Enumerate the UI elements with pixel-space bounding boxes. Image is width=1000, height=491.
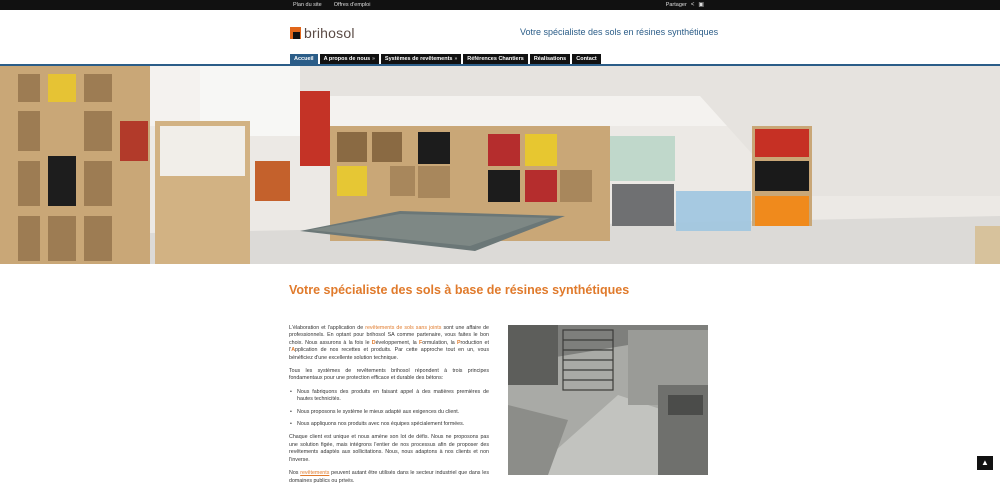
top-utility-bar <box>0 0 1000 10</box>
text: peuvent autant être utilisés dans le secteur industriel que dans les domaines publics ou privés. <box>289 470 489 484</box>
chevron-right-icon: » <box>372 56 375 62</box>
kitchen-floor-photo <box>508 325 708 475</box>
text: éveloppement, la <box>375 339 419 346</box>
nav-label: A propos de nous <box>323 56 371 62</box>
share-label[interactable]: Partager <box>665 2 687 8</box>
principles-list <box>289 389 489 429</box>
logo-text: brihosol <box>304 25 355 41</box>
sectors-paragraph <box>289 470 489 485</box>
list-item: • Nous fabriquons des produits en faisant appel à des matières premières de hautes technicités. <box>289 389 489 404</box>
nav-label: Accueil <box>294 56 314 62</box>
tagline: Votre spécialiste des sols en résines synthétiques <box>520 27 719 37</box>
nav-item-systemes[interactable] <box>381 54 461 64</box>
nav-item-realisations[interactable] <box>530 54 570 64</box>
revetements-link[interactable]: revêtements <box>300 470 330 477</box>
jobs-link[interactable]: Offres d'emploi <box>333 2 371 8</box>
nav-label: Contact <box>576 56 597 62</box>
client-paragraph: Chaque client est unique et nous amène son lot de défis. Nous ne proposons pas une solution figée, mais intégrons l'entier de nos processus afin de proposer des revêtements adaptés aux sollicitations. Nous, nous adaptons à nos clients et non l'inverse. <box>289 434 489 463</box>
acronym-letter: D <box>371 339 376 346</box>
text: roduction et l' <box>289 339 489 354</box>
logo[interactable] <box>290 25 355 41</box>
nav-label: Réalisations <box>533 56 567 62</box>
list-item: • Nous appliquons nos produits avec nos équipes spécialement formées. <box>289 421 489 428</box>
nav-item-a-propos[interactable] <box>320 54 379 64</box>
hero-image <box>0 66 1000 264</box>
text: Nos <box>289 470 301 477</box>
intro-article <box>289 325 489 491</box>
chevron-right-icon: » <box>454 56 458 62</box>
arrow-up-icon: ▲ <box>981 458 989 467</box>
page-title: Votre spécialiste des sols à base de résines synthétiques <box>289 283 630 297</box>
text: L'élaboration et l'application de <box>289 325 366 331</box>
acronym-letter: F <box>418 339 423 346</box>
sitemap-link[interactable]: Plan du site <box>293 2 322 8</box>
top-links <box>293 0 370 10</box>
logo-mark-icon <box>290 27 301 39</box>
principles-paragraph: Tous les systèmes de revêtements brihosol répondent à trois principes fondamentaux pour une protection efficace et durable des bétons: <box>289 368 489 382</box>
nav-label: Références Chantiers <box>467 56 524 62</box>
intro-paragraph <box>289 325 489 362</box>
print-icon[interactable]: ▣ <box>698 2 704 8</box>
text: sont une affaire de professionnels. En optant pour brihosol SA comme partenaire, vous faites le bon choix. Nous assurons à la fois le <box>289 325 489 346</box>
share-area <box>666 0 704 10</box>
text: ormulation, la <box>422 339 457 346</box>
nav-label: Systèmes de revêtements <box>384 56 453 62</box>
nav-item-accueil[interactable] <box>290 54 318 64</box>
scroll-top-button[interactable] <box>977 456 993 470</box>
nav-item-contact[interactable] <box>572 54 600 64</box>
text: pplication de nos recettes et produits. Par cette approche tout en un, vous bénéficiez d'une excellente solution technique. <box>289 347 489 361</box>
nav-item-references[interactable] <box>463 54 528 64</box>
main-nav <box>290 54 601 64</box>
share-icon[interactable]: < <box>690 2 695 8</box>
acronym-letter: P <box>456 339 461 346</box>
highlight-text: revêtements de sols sans joints <box>365 325 442 331</box>
acronym-letter: A <box>291 347 296 354</box>
list-item: • Nous proposons le système le mieux adapté aux exigences du client. <box>289 409 489 416</box>
